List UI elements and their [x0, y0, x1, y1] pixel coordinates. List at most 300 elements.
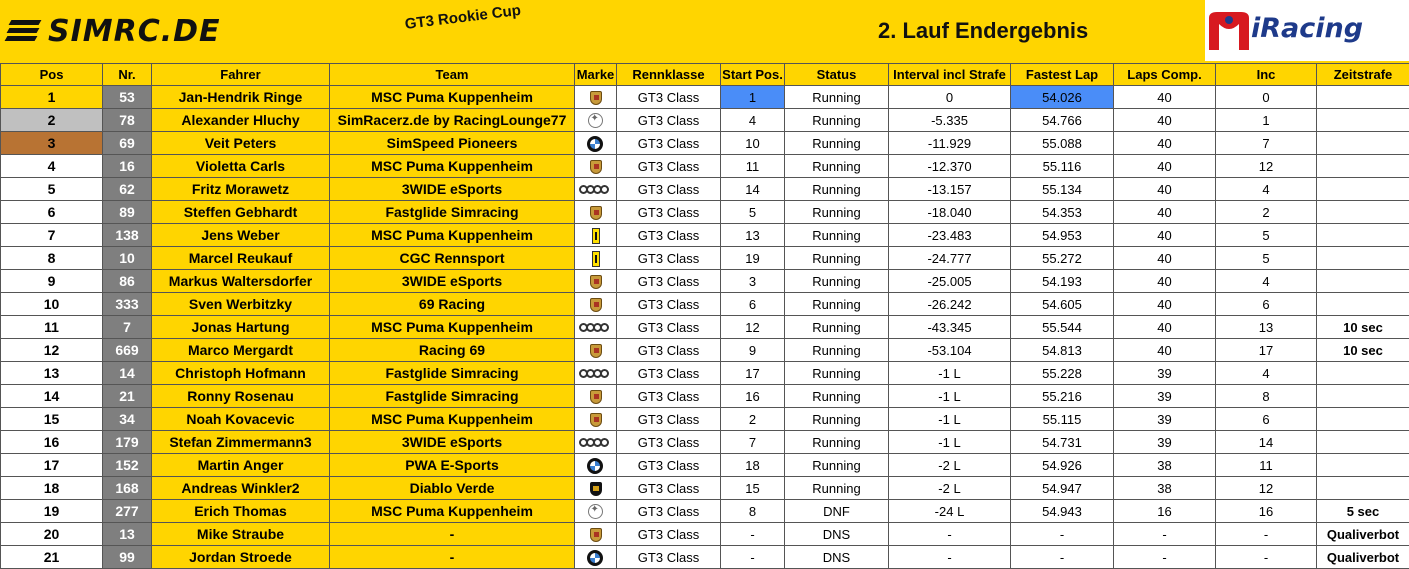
incidents-cell: 16: [1216, 500, 1317, 523]
driver-name-cell: Jonas Hartung: [152, 316, 330, 339]
class-cell: GT3 Class: [617, 431, 721, 454]
table-row[interactable]: [1, 477, 1409, 500]
car-number-cell: 53: [103, 86, 152, 109]
position-cell: 6: [1, 201, 103, 224]
laps-completed-cell: 40: [1114, 316, 1216, 339]
start-position-cell: 17: [721, 362, 785, 385]
position-cell: 16: [1, 431, 103, 454]
start-position-cell: -: [721, 523, 785, 546]
incidents-cell: 17: [1216, 339, 1317, 362]
incidents-cell: 2: [1216, 201, 1317, 224]
position-cell: 9: [1, 270, 103, 293]
class-cell: GT3 Class: [617, 362, 721, 385]
status-cell: Running: [785, 132, 889, 155]
time-penalty-cell: [1317, 201, 1409, 224]
fastest-lap-cell: 55.272: [1011, 247, 1114, 270]
driver-name-cell: Alexander Hluchy: [152, 109, 330, 132]
car-number-cell: 14: [103, 362, 152, 385]
team-name-cell: 3WIDE eSports: [330, 270, 575, 293]
class-cell: GT3 Class: [617, 316, 721, 339]
car-number-cell: 138: [103, 224, 152, 247]
interval-cell: -43.345: [889, 316, 1011, 339]
driver-name-cell: Jan-Hendrik Ringe: [152, 86, 330, 109]
position-cell: 4: [1, 155, 103, 178]
time-penalty-cell: 5 sec: [1317, 500, 1409, 523]
class-cell: GT3 Class: [617, 247, 721, 270]
iracing-logo: [1205, 0, 1409, 61]
status-cell: Running: [785, 339, 889, 362]
incidents-cell: 12: [1216, 155, 1317, 178]
fastest-lap-cell: 55.115: [1011, 408, 1114, 431]
class-cell: GT3 Class: [617, 86, 721, 109]
brand-cell: [575, 408, 617, 431]
car-number-cell: 669: [103, 339, 152, 362]
interval-cell: -13.157: [889, 178, 1011, 201]
time-penalty-cell: 10 sec: [1317, 316, 1409, 339]
status-cell: Running: [785, 86, 889, 109]
car-number-cell: 10: [103, 247, 152, 270]
class-cell: GT3 Class: [617, 132, 721, 155]
fastest-lap-cell: 54.731: [1011, 431, 1114, 454]
time-penalty-cell: [1317, 362, 1409, 385]
incidents-cell: 11: [1216, 454, 1317, 477]
position-cell: 19: [1, 500, 103, 523]
column-header-status[interactable]: Status: [785, 64, 889, 86]
fastest-lap-cell: 55.216: [1011, 385, 1114, 408]
status-cell: Running: [785, 362, 889, 385]
status-cell: Running: [785, 293, 889, 316]
mercedes-icon: [584, 504, 608, 520]
audi-icon: [579, 182, 613, 198]
start-position-cell: 6: [721, 293, 785, 316]
column-header-laps-comp[interactable]: Laps Comp.: [1114, 64, 1216, 86]
interval-cell: -24.777: [889, 247, 1011, 270]
driver-name-cell: Marcel Reukauf: [152, 247, 330, 270]
class-cell: GT3 Class: [617, 477, 721, 500]
table-row[interactable]: [1, 270, 1409, 293]
status-cell: Running: [785, 316, 889, 339]
laps-completed-cell: -: [1114, 546, 1216, 569]
table-row[interactable]: [1, 201, 1409, 224]
column-header-rennklasse[interactable]: Rennklasse: [617, 64, 721, 86]
fastest-lap-cell: 54.813: [1011, 339, 1114, 362]
status-cell: Running: [785, 431, 889, 454]
fastest-lap-cell: 54.026: [1011, 86, 1114, 109]
simrc-logo: [6, 10, 228, 50]
team-name-cell: MSC Puma Kuppenheim: [330, 155, 575, 178]
table-row[interactable]: [1, 247, 1409, 270]
laps-completed-cell: 40: [1114, 247, 1216, 270]
brand-cell: [575, 224, 617, 247]
table-row[interactable]: [1, 431, 1409, 454]
car-number-cell: 168: [103, 477, 152, 500]
start-position-cell: 14: [721, 178, 785, 201]
time-penalty-cell: [1317, 178, 1409, 201]
table-row[interactable]: [1, 523, 1409, 546]
car-number-cell: 179: [103, 431, 152, 454]
fastest-lap-cell: 54.947: [1011, 477, 1114, 500]
time-penalty-cell: [1317, 155, 1409, 178]
laps-completed-cell: 40: [1114, 132, 1216, 155]
cup-subtitle: GT3 Rookie Cup: [403, 1, 522, 33]
porsche-icon: [584, 389, 608, 405]
car-number-cell: 7: [103, 316, 152, 339]
team-name-cell: MSC Puma Kuppenheim: [330, 316, 575, 339]
status-cell: Running: [785, 155, 889, 178]
audi-icon: [579, 435, 613, 451]
status-cell: DNS: [785, 523, 889, 546]
incidents-cell: 13: [1216, 316, 1317, 339]
class-cell: GT3 Class: [617, 339, 721, 362]
incidents-cell: 4: [1216, 270, 1317, 293]
brand-cell: [575, 109, 617, 132]
fastest-lap-cell: 54.926: [1011, 454, 1114, 477]
start-position-cell: 4: [721, 109, 785, 132]
start-position-cell: 12: [721, 316, 785, 339]
mercedes-icon: [584, 113, 608, 129]
laps-completed-cell: 16: [1114, 500, 1216, 523]
interval-cell: -5.335: [889, 109, 1011, 132]
class-cell: GT3 Class: [617, 293, 721, 316]
start-position-cell: 2: [721, 408, 785, 431]
time-penalty-cell: [1317, 477, 1409, 500]
time-penalty-cell: [1317, 224, 1409, 247]
brand-cell: [575, 178, 617, 201]
interval-cell: -18.040: [889, 201, 1011, 224]
time-penalty-cell: [1317, 454, 1409, 477]
column-header-fastest-lap[interactable]: Fastest Lap: [1011, 64, 1114, 86]
brand-cell: [575, 385, 617, 408]
driver-name-cell: Mike Straube: [152, 523, 330, 546]
interval-cell: -23.483: [889, 224, 1011, 247]
brand-cell: [575, 247, 617, 270]
porsche-icon: [584, 297, 608, 313]
time-penalty-cell: [1317, 132, 1409, 155]
laps-completed-cell: 40: [1114, 201, 1216, 224]
status-cell: Running: [785, 270, 889, 293]
laps-completed-cell: -: [1114, 523, 1216, 546]
car-number-cell: 62: [103, 178, 152, 201]
time-penalty-cell: [1317, 293, 1409, 316]
brand-cell: [575, 270, 617, 293]
position-cell: 1: [1, 86, 103, 109]
class-cell: GT3 Class: [617, 523, 721, 546]
position-cell: 7: [1, 224, 103, 247]
car-number-cell: 277: [103, 500, 152, 523]
car-number-cell: 333: [103, 293, 152, 316]
table-row[interactable]: [1, 454, 1409, 477]
status-cell: DNS: [785, 546, 889, 569]
incidents-cell: 8: [1216, 385, 1317, 408]
class-cell: GT3 Class: [617, 270, 721, 293]
laps-completed-cell: 40: [1114, 339, 1216, 362]
ferrari-icon: [584, 251, 608, 267]
ferrari-icon: [584, 228, 608, 244]
start-position-cell: 19: [721, 247, 785, 270]
team-name-cell: MSC Puma Kuppenheim: [330, 224, 575, 247]
laps-completed-cell: 39: [1114, 385, 1216, 408]
incidents-cell: 1: [1216, 109, 1317, 132]
driver-name-cell: Ronny Rosenau: [152, 385, 330, 408]
interval-cell: -12.370: [889, 155, 1011, 178]
position-cell: 5: [1, 178, 103, 201]
status-cell: Running: [785, 385, 889, 408]
fastest-lap-cell: 55.088: [1011, 132, 1114, 155]
table-header-row: [1, 64, 1409, 86]
interval-cell: -53.104: [889, 339, 1011, 362]
column-header-start-pos[interactable]: Start Pos.: [721, 64, 785, 86]
car-number-cell: 13: [103, 523, 152, 546]
position-cell: 8: [1, 247, 103, 270]
table-row[interactable]: [1, 316, 1409, 339]
laps-completed-cell: 40: [1114, 155, 1216, 178]
car-number-cell: 16: [103, 155, 152, 178]
team-name-cell: Racing 69: [330, 339, 575, 362]
laps-completed-cell: 39: [1114, 431, 1216, 454]
team-name-cell: Fastglide Simracing: [330, 362, 575, 385]
interval-cell: -1 L: [889, 431, 1011, 454]
incidents-cell: 4: [1216, 362, 1317, 385]
incidents-cell: 12: [1216, 477, 1317, 500]
brand-cell: [575, 546, 617, 569]
status-cell: Running: [785, 454, 889, 477]
start-position-cell: 3: [721, 270, 785, 293]
position-cell: 20: [1, 523, 103, 546]
brand-cell: [575, 431, 617, 454]
team-name-cell: PWA E-Sports: [330, 454, 575, 477]
table-row[interactable]: [1, 224, 1409, 247]
position-cell: 15: [1, 408, 103, 431]
time-penalty-cell: 10 sec: [1317, 339, 1409, 362]
fastest-lap-cell: 55.544: [1011, 316, 1114, 339]
table-row[interactable]: [1, 155, 1409, 178]
bmw-icon: [584, 136, 608, 152]
interval-cell: -: [889, 546, 1011, 569]
start-position-cell: 18: [721, 454, 785, 477]
laps-completed-cell: 38: [1114, 477, 1216, 500]
table-row[interactable]: [1, 132, 1409, 155]
driver-name-cell: Veit Peters: [152, 132, 330, 155]
start-position-cell: 13: [721, 224, 785, 247]
laps-completed-cell: 40: [1114, 86, 1216, 109]
status-cell: Running: [785, 247, 889, 270]
audi-icon: [579, 320, 613, 336]
car-number-cell: 99: [103, 546, 152, 569]
column-header-marke[interactable]: Marke: [575, 64, 617, 86]
position-cell: 3: [1, 132, 103, 155]
results-table: [0, 63, 1409, 569]
iracing-mark-icon: [1207, 10, 1251, 52]
table-body: [1, 86, 1409, 569]
header-banner: [0, 0, 1409, 63]
class-cell: GT3 Class: [617, 500, 721, 523]
position-cell: 21: [1, 546, 103, 569]
simrc-logo-text: SIMRC.DE: [48, 14, 221, 49]
position-cell: 13: [1, 362, 103, 385]
brand-cell: [575, 293, 617, 316]
position-cell: 10: [1, 293, 103, 316]
interval-cell: -1 L: [889, 362, 1011, 385]
car-number-cell: 21: [103, 385, 152, 408]
fastest-lap-cell: 54.605: [1011, 293, 1114, 316]
table-row[interactable]: [1, 362, 1409, 385]
car-number-cell: 89: [103, 201, 152, 224]
time-penalty-cell: Qualiverbot: [1317, 546, 1409, 569]
incidents-cell: 5: [1216, 247, 1317, 270]
fastest-lap-cell: 54.953: [1011, 224, 1114, 247]
driver-name-cell: Violetta Carls: [152, 155, 330, 178]
team-name-cell: 3WIDE eSports: [330, 178, 575, 201]
position-cell: 14: [1, 385, 103, 408]
table-row[interactable]: [1, 546, 1409, 569]
status-cell: Running: [785, 201, 889, 224]
time-penalty-cell: [1317, 86, 1409, 109]
table-row[interactable]: [1, 178, 1409, 201]
team-name-cell: MSC Puma Kuppenheim: [330, 500, 575, 523]
team-name-cell: MSC Puma Kuppenheim: [330, 86, 575, 109]
fastest-lap-cell: 54.353: [1011, 201, 1114, 224]
position-cell: 12: [1, 339, 103, 362]
porsche-icon: [584, 527, 608, 543]
interval-cell: -26.242: [889, 293, 1011, 316]
column-header-zeitstrafe[interactable]: Zeitstrafe: [1317, 64, 1409, 86]
bmw-icon: [584, 550, 608, 566]
fastest-lap-cell: 55.228: [1011, 362, 1114, 385]
table-row[interactable]: [1, 339, 1409, 362]
column-header-nr[interactable]: Nr.: [103, 64, 152, 86]
status-cell: Running: [785, 408, 889, 431]
status-cell: Running: [785, 178, 889, 201]
incidents-cell: 6: [1216, 293, 1317, 316]
table-row[interactable]: [1, 293, 1409, 316]
time-penalty-cell: [1317, 247, 1409, 270]
incidents-cell: 0: [1216, 86, 1317, 109]
driver-name-cell: Fritz Morawetz: [152, 178, 330, 201]
column-header-team[interactable]: Team: [330, 64, 575, 86]
brand-cell: [575, 362, 617, 385]
team-name-cell: SimSpeed Pioneers: [330, 132, 575, 155]
interval-cell: -2 L: [889, 477, 1011, 500]
incidents-cell: 6: [1216, 408, 1317, 431]
table-row[interactable]: [1, 385, 1409, 408]
porsche-icon: [584, 412, 608, 428]
brand-cell: [575, 132, 617, 155]
laps-completed-cell: 40: [1114, 178, 1216, 201]
brand-cell: [575, 500, 617, 523]
porsche-icon: [584, 159, 608, 175]
start-position-cell: 11: [721, 155, 785, 178]
table-row[interactable]: [1, 408, 1409, 431]
incidents-cell: -: [1216, 546, 1317, 569]
start-position-cell: 10: [721, 132, 785, 155]
status-cell: Running: [785, 224, 889, 247]
laps-completed-cell: 39: [1114, 408, 1216, 431]
brand-cell: [575, 316, 617, 339]
incidents-cell: 5: [1216, 224, 1317, 247]
interval-cell: 0: [889, 86, 1011, 109]
start-position-cell: 7: [721, 431, 785, 454]
brand-cell: [575, 86, 617, 109]
driver-name-cell: Jordan Stroede: [152, 546, 330, 569]
porsche-icon: [584, 343, 608, 359]
team-name-cell: Fastglide Simracing: [330, 385, 575, 408]
incidents-cell: 14: [1216, 431, 1317, 454]
interval-cell: -11.929: [889, 132, 1011, 155]
interval-cell: -2 L: [889, 454, 1011, 477]
car-number-cell: 34: [103, 408, 152, 431]
time-penalty-cell: Qualiverbot: [1317, 523, 1409, 546]
time-penalty-cell: [1317, 109, 1409, 132]
interval-cell: -24 L: [889, 500, 1011, 523]
race-title: 2. Lauf Endergebnis: [878, 18, 1089, 43]
laps-completed-cell: 40: [1114, 293, 1216, 316]
class-cell: GT3 Class: [617, 155, 721, 178]
car-number-cell: 86: [103, 270, 152, 293]
incidents-cell: -: [1216, 523, 1317, 546]
incidents-cell: 4: [1216, 178, 1317, 201]
column-header-inc[interactable]: Inc: [1216, 64, 1317, 86]
porsche-icon: [584, 205, 608, 221]
start-position-cell: 8: [721, 500, 785, 523]
laps-completed-cell: 39: [1114, 362, 1216, 385]
start-position-cell: -: [721, 546, 785, 569]
position-cell: 18: [1, 477, 103, 500]
class-cell: GT3 Class: [617, 408, 721, 431]
status-cell: Running: [785, 477, 889, 500]
driver-name-cell: Andreas Winkler2: [152, 477, 330, 500]
column-header-pos[interactable]: Pos: [1, 64, 103, 86]
brand-cell: [575, 155, 617, 178]
laps-completed-cell: 40: [1114, 270, 1216, 293]
driver-name-cell: Markus Waltersdorfer: [152, 270, 330, 293]
team-name-cell: -: [330, 546, 575, 569]
fastest-lap-cell: -: [1011, 523, 1114, 546]
porsche-icon: [584, 90, 608, 106]
car-number-cell: 69: [103, 132, 152, 155]
driver-name-cell: Jens Weber: [152, 224, 330, 247]
position-cell: 2: [1, 109, 103, 132]
driver-name-cell: Martin Anger: [152, 454, 330, 477]
audi-icon: [579, 366, 613, 382]
driver-name-cell: Noah Kovacevic: [152, 408, 330, 431]
brand-cell: [575, 201, 617, 224]
lamborghini-icon: [584, 481, 608, 497]
bmw-icon: [584, 458, 608, 474]
interval-cell: -1 L: [889, 408, 1011, 431]
column-header-fahrer[interactable]: Fahrer: [152, 64, 330, 86]
fastest-lap-cell: 55.134: [1011, 178, 1114, 201]
team-name-cell: -: [330, 523, 575, 546]
fastest-lap-cell: -: [1011, 546, 1114, 569]
fastest-lap-cell: 54.766: [1011, 109, 1114, 132]
fastest-lap-cell: 54.943: [1011, 500, 1114, 523]
interval-cell: -: [889, 523, 1011, 546]
team-name-cell: 3WIDE eSports: [330, 431, 575, 454]
column-header-interval[interactable]: Interval incl Strafe: [889, 64, 1011, 86]
class-cell: GT3 Class: [617, 224, 721, 247]
interval-cell: -1 L: [889, 385, 1011, 408]
fastest-lap-cell: 55.116: [1011, 155, 1114, 178]
driver-name-cell: Christoph Hofmann: [152, 362, 330, 385]
position-cell: 17: [1, 454, 103, 477]
table-row[interactable]: [1, 109, 1409, 132]
table-row[interactable]: [1, 86, 1409, 109]
class-cell: GT3 Class: [617, 109, 721, 132]
laps-completed-cell: 40: [1114, 109, 1216, 132]
table-row[interactable]: [1, 500, 1409, 523]
time-penalty-cell: [1317, 431, 1409, 454]
class-cell: GT3 Class: [617, 201, 721, 224]
